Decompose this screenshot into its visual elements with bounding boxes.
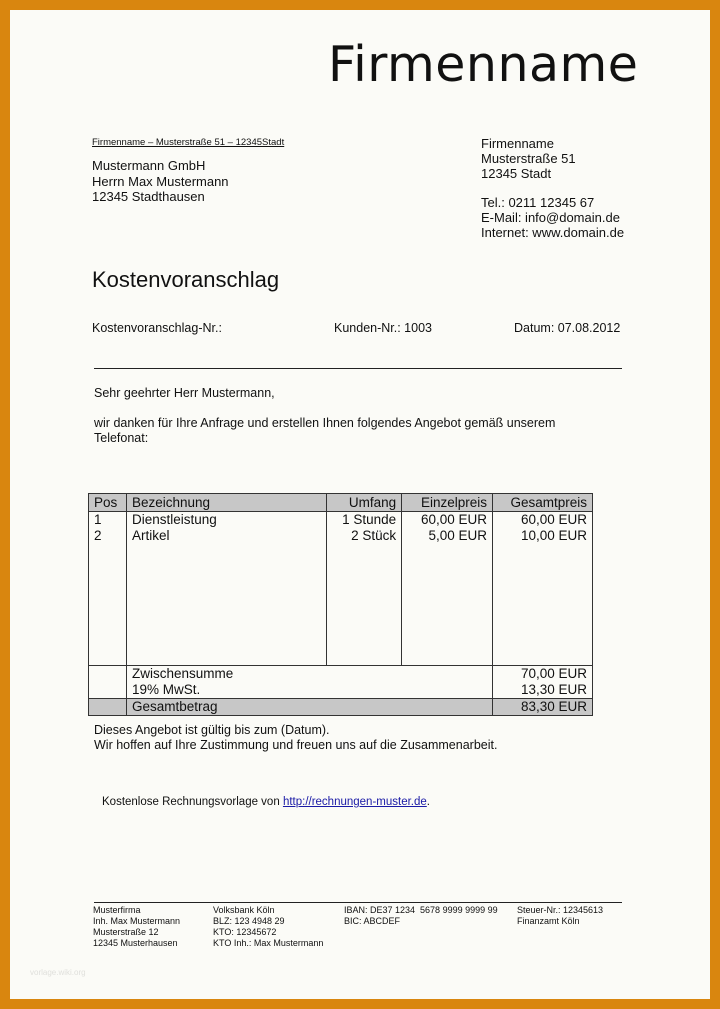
col-header-total-price: Gesamtpreis (493, 494, 593, 512)
company-street: Musterstraße 51 (481, 151, 576, 166)
grand-total-label: Gesamtbetrag (126, 699, 492, 716)
footer-line: BIC: ABCDEF (344, 916, 401, 926)
cell-unit-price: 60,00 EUR (402, 512, 493, 529)
cell-description: Dienstleistung (126, 512, 326, 529)
closing-text: Wir hoffen auf Ihre Zustimmung und freuen uns auf die Zusammenarbeit. (94, 738, 498, 752)
tax-label: 19% MwSt. (126, 682, 492, 699)
intro-text: wir danken für Ihre Anfrage und erstellen Ihnen folgendes Angebot gemäß unserem Telefonat: (94, 416, 556, 445)
document-date: Datum: 07.08.2012 (514, 321, 621, 335)
recipient-address (92, 158, 229, 205)
col-header-pos: Pos (89, 494, 127, 512)
subtotal-value: 70,00 EUR (493, 666, 593, 683)
company-name: Firmenname (481, 136, 554, 151)
tax-value: 13,30 EUR (493, 682, 593, 699)
header-divider (94, 368, 622, 369)
footer-tax-column (517, 905, 603, 927)
cell-description: Artikel (126, 528, 326, 544)
footer-line: Steuer-Nr.: 12345613 (517, 905, 604, 915)
footer-company-column (93, 905, 180, 949)
footer-line: Musterstraße 12 (93, 927, 159, 937)
subtotal-label: Zwischensumme (126, 666, 492, 683)
table-header-row (89, 494, 593, 512)
line-items-table (88, 493, 593, 716)
recipient-line: Herrn Max Mustermann (92, 173, 229, 189)
company-phone: Tel.: 0211 12345 67 (481, 195, 595, 210)
company-city: 12345 Stadt (481, 166, 552, 181)
promo-note (102, 796, 430, 808)
promo-text: Kostenlose Rechnungsvorlage von (102, 796, 283, 808)
footer-bank-column (213, 905, 323, 949)
col-header-quantity: Umfang (327, 494, 402, 512)
company-contact-block (481, 136, 624, 240)
table-row (89, 512, 593, 529)
invoice-page (10, 10, 710, 999)
sender-return-line: Firmenname – Musterstraße 51 – 12345Stadt (92, 137, 285, 148)
footer-line: KTO: 12345672 (213, 927, 277, 937)
cell-unit-price: 5,00 EUR (402, 528, 493, 544)
recipient-line: Mustermann GmbH (92, 158, 206, 173)
table-row (89, 528, 593, 544)
footer-line: Musterfirma (93, 905, 141, 915)
table-empty-space (89, 544, 593, 666)
footer-line: Finanzamt Köln (517, 916, 580, 926)
footer-iban-column (344, 905, 498, 927)
col-header-unit-price: Einzelpreis (402, 494, 493, 512)
validity-note: Dieses Angebot ist gültig bis zum (Datum). (94, 723, 330, 737)
grand-total-row (89, 699, 593, 716)
customer-number: Kunden-Nr.: 1003 (334, 321, 432, 335)
col-header-description: Bezeichnung (126, 494, 326, 512)
footer-divider (94, 902, 622, 903)
cell-quantity: 2 Stück (327, 528, 402, 544)
cell-total-price: 60,00 EUR (493, 512, 593, 529)
footer-line: 12345 Musterhausen (93, 938, 178, 948)
grand-total-value: 83,30 EUR (493, 699, 593, 716)
cell-total-price: 10,00 EUR (493, 528, 593, 544)
cell-pos: 1 (89, 512, 127, 529)
footer-line: Volksbank Köln (213, 905, 275, 915)
recipient-line: 12345 Stadthausen (92, 189, 205, 204)
estimate-number-label: Kostenvoranschlag-Nr.: (92, 321, 222, 335)
salutation: Sehr geehrter Herr Mustermann, (94, 386, 275, 400)
document-title: Kostenvoranschlag (92, 267, 280, 292)
company-logo-text: Firmenname (328, 36, 639, 93)
footer-line: BLZ: 123 4948 29 (213, 916, 285, 926)
tax-row (89, 682, 593, 699)
footer-line: Inh. Max Mustermann (93, 916, 181, 926)
watermark-text: vorlage.wiki.org (30, 968, 86, 977)
footer-line: KTO Inh.: Max Mustermann (213, 938, 324, 948)
footer-line: IBAN: DE37 1234 5678 9999 9999 99 (344, 905, 498, 915)
subtotal-row (89, 666, 593, 683)
cell-pos: 2 (89, 528, 127, 544)
company-email: E-Mail: info@domain.de (481, 210, 620, 225)
promo-link[interactable]: http://rechnungen-muster.de (282, 796, 427, 808)
cell-quantity: 1 Stunde (327, 512, 402, 529)
company-website: Internet: www.domain.de (481, 225, 625, 240)
promo-suffix: . (426, 796, 430, 808)
